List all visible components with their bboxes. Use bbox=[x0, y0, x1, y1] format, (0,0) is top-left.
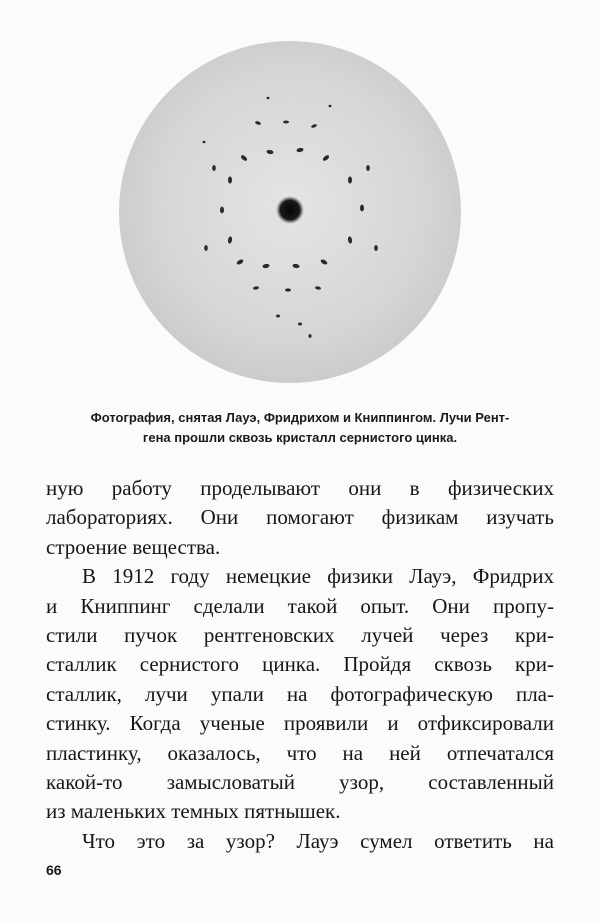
figure-caption bbox=[40, 408, 560, 448]
text-line: ную работу проделывают они в физических bbox=[46, 476, 554, 500]
diffraction-spot bbox=[298, 323, 302, 326]
text-line: пластинку, оказалось, что на ней отпечатался bbox=[46, 740, 554, 765]
caption-line-1: Фотография, снятая Лауэ, Фридрихом и Книппингом. Лучи Рент- bbox=[90, 410, 510, 425]
laue-photograph bbox=[118, 40, 462, 384]
text-line: и Книппинг сделали такой опыт. Они пропу- bbox=[46, 593, 554, 618]
text-line: стили пучок рентгеновских лучей через кри- bbox=[46, 622, 554, 647]
text-line: строение вещества. bbox=[46, 534, 221, 559]
text-line: В 1912 году немецкие физики Лауэ, Фридрих bbox=[82, 564, 554, 589]
diffraction-spot bbox=[329, 105, 332, 107]
diffraction-spot bbox=[220, 207, 224, 214]
diffraction-spot bbox=[348, 176, 352, 183]
page-number: 66 bbox=[46, 862, 62, 878]
diffraction-spot bbox=[212, 165, 216, 171]
text-line: какой-то замысловатый узор, составленный bbox=[46, 769, 554, 794]
diffraction-spot bbox=[203, 141, 206, 143]
text-line: стинку. Когда ученые проявили и отфиксировали bbox=[46, 711, 554, 736]
diffraction-spot bbox=[228, 176, 232, 183]
text-line: лабораториях. Они помогают физикам изучать bbox=[46, 505, 554, 530]
laue-diffraction-pattern bbox=[118, 40, 462, 384]
diffraction-spot bbox=[360, 205, 364, 212]
text-line: сталлик сернистого цинка. Пройдя сквозь кри- bbox=[46, 652, 554, 677]
central-beam-spot bbox=[276, 196, 304, 224]
diffraction-spot bbox=[267, 97, 270, 99]
caption-line-2: гена прошли сквозь кристалл сернистого цинка. bbox=[142, 430, 458, 445]
body-text bbox=[46, 474, 554, 856]
diffraction-spot bbox=[366, 165, 370, 171]
diffraction-spot bbox=[309, 334, 312, 338]
diffraction-spot bbox=[285, 288, 291, 291]
text-line: из маленьких темных пятнышек. bbox=[46, 799, 341, 824]
diffraction-spot bbox=[204, 245, 208, 251]
diffraction-spot bbox=[276, 315, 280, 318]
text-line: сталлик, лучи упали на фотографическую пла- bbox=[46, 681, 554, 706]
diffraction-spot bbox=[374, 245, 378, 251]
text-line: Что это за узор? Лауэ сумел ответить на bbox=[82, 828, 554, 853]
diffraction-spot bbox=[283, 121, 289, 124]
